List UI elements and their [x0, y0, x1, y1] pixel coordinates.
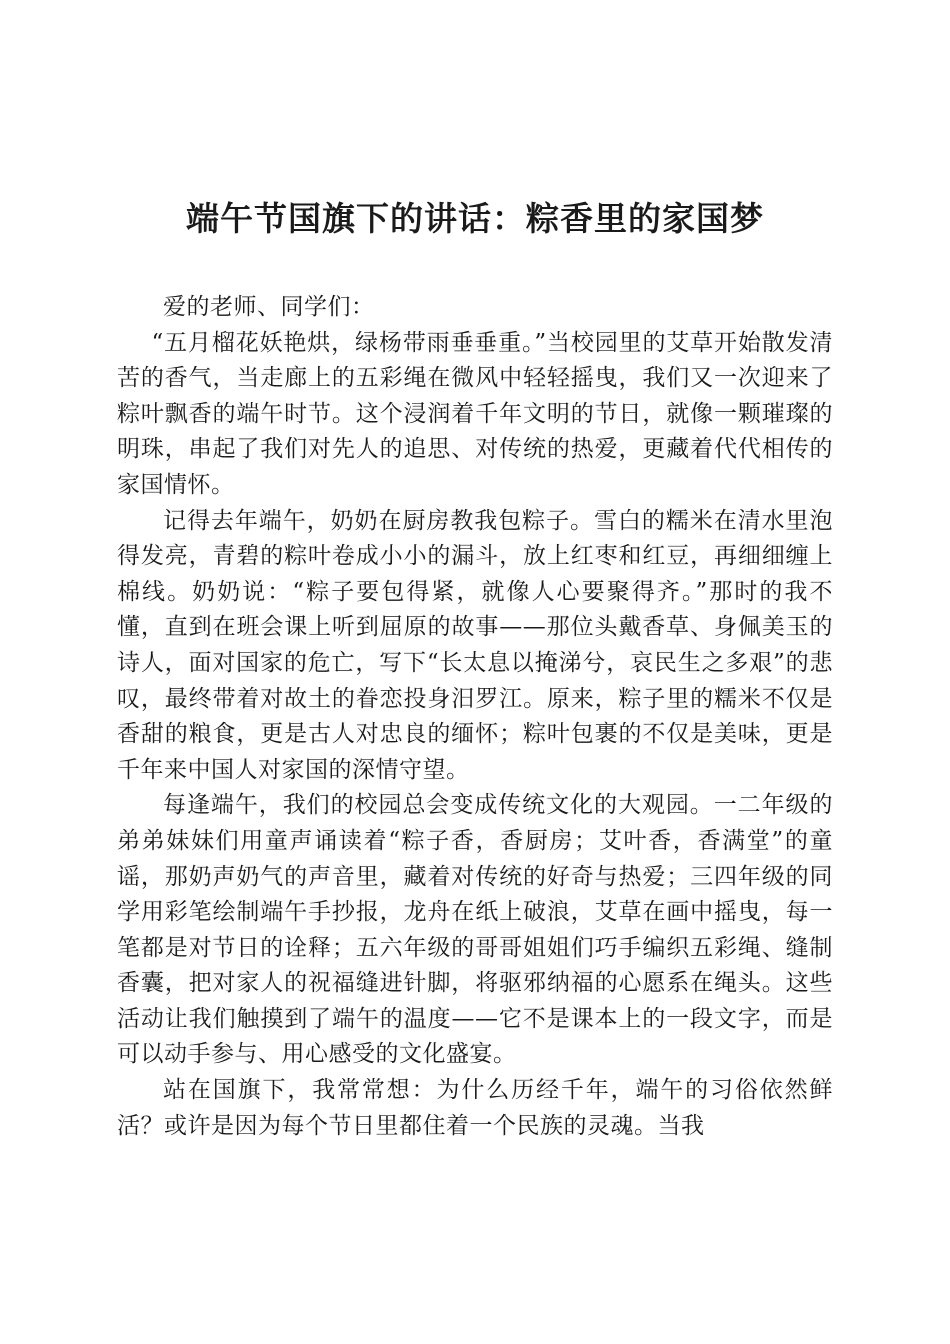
paragraph-1: “五月榴花妖艳烘，绿杨带雨垂垂重。”当校园里的艾草开始散发清苦的香气，当走廊上的五彩绳在微风中轻轻摇曳，我们又一次迎来了粽叶飘香的端午时节。这个浸润着千年文明的节日，就像一颗璀璨的明珠，串起了我们对先人的追思、对传统的热爱，更藏着代代相传的家国情怀。	[117, 329, 833, 498]
paragraph-2: 记得去年端午，奶奶在厨房教我包粽子。雪白的糯米在清水里泡得发亮，青碧的粽叶卷成小小的漏斗，放上红枣和红豆，再细细缠上棉线。奶奶说：“粽子要包得紧，就像人心要聚得齐。”那时的我不懂，直到在班会课上听到屈原的故事——那位头戴香草、身佩美玉的诗人，面对国家的危亡，写下“长太息以掩涕兮，哀民生之多艰”的悲叹，最终带着对故土的眷恋投身汨罗江。原来，粽子里的糯米不仅是香甜的粮食，更是古人对忠良的缅怀；粽叶包裹的不仅是美味，更是千年来中国人对家国的深情守望。	[117, 507, 833, 783]
document-body	[117, 290, 833, 1144]
document-title: 端午节国旗下的讲话：粽香里的家国梦	[186, 199, 764, 238]
paragraph-4: 站在国旗下，我常常想：为什么历经千年，端午的习俗依然鲜活？或许是因为每个节日里都住着一个民族的灵魂。当我	[117, 1077, 833, 1139]
paragraph-3: 每逢端午，我们的校园总会变成传统文化的大观园。一二年级的弟弟妹妹们用童声诵读着“粽子香，香厨房；艾叶香，香满堂”的童谣，那奶声奶气的声音里，藏着对传统的好奇与热爱；三四年级的同学用彩笔绘制端午手抄报，龙舟在纸上破浪，艾草在画中摇曳，每一笔都是对节日的诠释；五六年级的哥哥姐姐们巧手编织五彩绳、缝制香囊，把对家人的祝福缝进针脚，将驱邪纳福的心愿系在绳头。这些活动让我们触摸到了端午的温度——它不是课本上的一段文字，而是可以动手参与、用心感受的文化盛宴。	[117, 792, 833, 1068]
salutation: 爱的老师、同学们：	[163, 294, 375, 320]
